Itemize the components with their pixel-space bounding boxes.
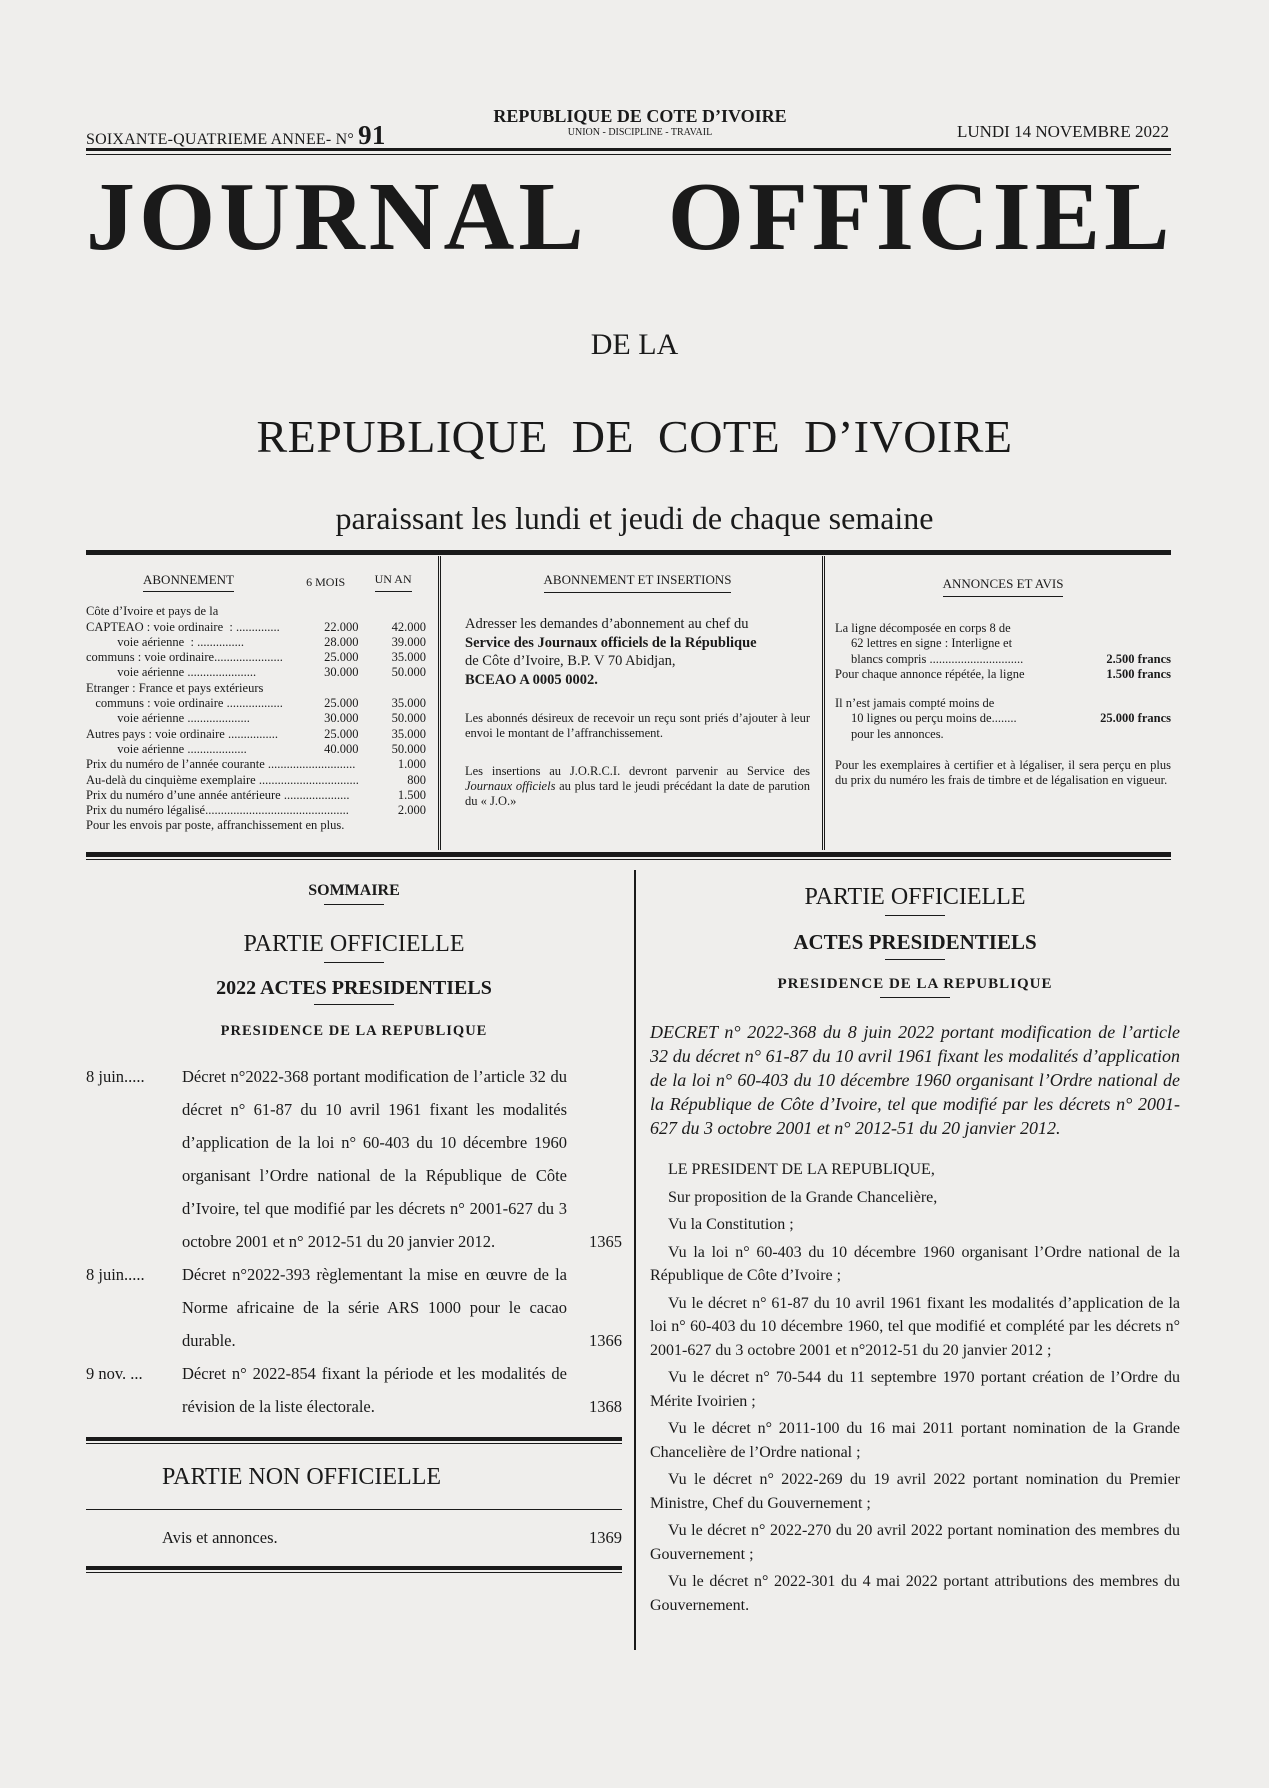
subscription-row-label: voie aérienne ...................... [86, 665, 257, 680]
deadline-text-a: Les insertions au J.O.R.C.I. devront parvenir au Service des [465, 763, 810, 778]
sommaire-presidence: PRESIDENCE DE LA REPUBLIQUE [220, 1023, 488, 1039]
subscription-one-year: 50.000 [391, 711, 426, 726]
insertions-address-b: Service des Journaux officiels de la République [465, 634, 757, 651]
entry-text: Décret n°2022-393 règlementant la mise en œuvre de la Norme africaine de la série ARS 1000 pour le cacao durable. [182, 1265, 567, 1350]
subscription-one-year: 35.000 [391, 650, 426, 665]
body-column [650, 884, 1180, 1621]
body-paragraph: LE PRESIDENT DE LA REPUBLIQUE, [668, 1161, 935, 1178]
sommaire-entry[interactable] [86, 1357, 622, 1423]
subscription-one-year: 35.000 [391, 696, 426, 711]
subscription-one-year: 50.000 [391, 665, 426, 680]
body-paragraph: Sur proposition de la Grande Chancelière, [668, 1188, 938, 1206]
subscription-row [86, 711, 426, 726]
subscription-one-year [359, 604, 427, 619]
column-divider [634, 870, 636, 1650]
body-paragraph: Vu le décret n° 2011-100 du 16 mai 2011 portant nomination de la Grande Chancelière de l’Ordre national ; [650, 1420, 1180, 1461]
subscription-row-label: voie aérienne : ............... [86, 634, 244, 649]
body-paragraph: Vu le décret n° 70-544 du 11 septembre 1970 portant création de l’Ordre du Mérite Ivoirien ; [650, 1369, 1180, 1410]
subscription-six-months: 28.000 [324, 634, 359, 649]
subscription-six-months [291, 681, 359, 696]
subscription-row-label: voie aérienne .................... [86, 711, 250, 726]
annonces-price-1: 2.500 francs [1106, 651, 1171, 666]
insertions-header: ABONNEMENT ET INSERTIONS [544, 572, 732, 593]
insertions-address-c: de Côte d’Ivoire, B.P. V 70 Abidjan, [465, 653, 676, 669]
annonces-line-2: 62 lettres en signe : Interligne et [851, 636, 1013, 651]
annonces-line-3: blancs compris .............................. [851, 651, 1024, 666]
body-paragraph: Vu le décret n° 2022-301 du 4 mai 2022 portant attributions des membres du Gouvernement. [650, 1573, 1180, 1614]
insertions-receipt-note: Les abonnés désireux de recevoir un reçu sont priés d’ajouter à leur envoi le montant de l’affranchissement. [465, 711, 810, 741]
deadline-text-c: au plus tard le jeudi précédant la date de parution du « J.O.» [465, 778, 810, 809]
subscription-row-label: communs : voie ordinaire...................... [86, 650, 283, 665]
subscription-six-months: 25.000 [324, 650, 359, 665]
info-box-top-rule [86, 550, 1171, 555]
subscription-extra-value: 1.500 [397, 787, 426, 802]
subscription-header [86, 572, 426, 592]
subscription-extra-value: 800 [407, 772, 426, 787]
sommaire-rule-2 [86, 1566, 622, 1573]
subscription-extra-value [394, 818, 426, 833]
subscription-six-months: 25.000 [324, 696, 359, 711]
body-paragraph: Vu la loi n° 60-403 du 10 décembre 1960 organisant l’Ordre national de la République de Côte d’Ivoire ; [650, 1243, 1180, 1284]
journal-title: JOURNAL OFFICIEL [86, 163, 1174, 271]
annonces-column [835, 572, 1171, 789]
subscription-extra-label: Prix du numéro légalisé.............................................. [86, 803, 349, 818]
national-motto: UNION - DISCIPLINE - TRAVAIL [567, 127, 713, 138]
subscription-six-months: 30.000 [324, 665, 359, 680]
body-paragraph: Vu le décret n° 2022-270 du 20 avril 2022 portant nomination des membres du Gouvernement ; [650, 1522, 1180, 1563]
annonces-line-4: Pour chaque annonce répétée, la ligne [835, 666, 1025, 681]
country-block [470, 106, 810, 138]
subscription-extra-label: Prix du numéro de l’année courante ............................ [86, 757, 356, 772]
annonces-legal-note: Pour les exemplaires à certifier et à légaliser, il sera perçu en plus du prix du numéro les frais de timbre et de légalisation en vigueur. [835, 758, 1171, 788]
annonces-price-3: 25.000 francs [1100, 711, 1171, 726]
subscription-one-year: 50.000 [391, 741, 426, 756]
body-partie-officielle: PARTIE OFFICIELLE [804, 884, 1026, 910]
subscription-row [86, 696, 426, 711]
subscription-row [86, 620, 426, 635]
issue-line [86, 120, 386, 151]
entry-page: 1365 [589, 1232, 622, 1251]
subscription-row-label: Etranger : France et pays extérieurs [86, 680, 264, 695]
sommaire-partie-officielle: PARTIE OFFICIELLE [243, 931, 465, 957]
subscription-six-months: 25.000 [324, 726, 359, 741]
subscription-extra-label: Pour les envois par poste, affranchissement en plus. [86, 818, 345, 833]
sommaire-avis-row[interactable] [86, 1528, 622, 1548]
body-actes: ACTES PRESIDENTIELS [793, 930, 1037, 954]
entry-page: 1366 [589, 1331, 622, 1350]
sommaire-entry[interactable] [86, 1060, 622, 1258]
title-de-la: DE LA [590, 328, 679, 361]
annonces-line-6: 10 lignes ou perçu moins de........ [851, 711, 1017, 726]
subscription-row [86, 635, 426, 650]
sommaire-non-officielle: PARTIE NON OFFICIELLE [162, 1464, 442, 1490]
subscription-extra-row [86, 757, 426, 772]
subscription-extra-label: Prix du numéro d’une année antérieure ..................... [86, 787, 350, 802]
subscription-table [86, 604, 426, 757]
subscription-row [86, 665, 426, 680]
sommaire-avis-page: 1369 [589, 1528, 622, 1547]
subscription-row [86, 681, 426, 696]
entry-date: 9 nov. ... [86, 1364, 143, 1383]
annonces-header: ANNONCES ET AVIS [943, 576, 1064, 597]
sommaire-column [86, 882, 622, 1573]
body-presidence: PRESIDENCE DE LA REPUBLIQUE [777, 976, 1053, 992]
body-paragraph: Vu la Constitution ; [668, 1216, 794, 1233]
subscription-extra-row [86, 818, 426, 833]
issue-date: LUNDI 14 NOVEMBRE 2022 [956, 122, 1169, 141]
subscription-row [86, 742, 426, 757]
subscription-one-year: 39.000 [391, 634, 426, 649]
subscription-one-year: 35.000 [391, 726, 426, 741]
sommaire-title: SOMMAIRE [308, 882, 400, 899]
entry-date: 8 juin..... [86, 1067, 145, 1086]
insertions-address-d: BCEAO A 0005 0002. [465, 671, 598, 688]
subscription-extra-value: 2.000 [397, 803, 426, 818]
subscription-row-label: CAPTEAO : voie ordinaire : .............. [86, 619, 280, 634]
sommaire-rule-1 [86, 1437, 622, 1444]
sommaire-entries [86, 1060, 622, 1423]
subscription-column [86, 572, 426, 834]
country-name: REPUBLIQUE DE COTE D’IVOIRE [493, 106, 787, 126]
subscription-row-label: Autres pays : voie ordinaire ................ [86, 726, 278, 741]
subscription-row [86, 604, 426, 619]
subscription-six-months: 30.000 [324, 711, 359, 726]
info-divider-2 [822, 556, 825, 850]
subscription-one-year [359, 681, 427, 696]
subscription-extra-row [86, 788, 426, 803]
entry-date: 8 juin..... [86, 1265, 145, 1284]
one-year-header: UN AN [375, 572, 412, 592]
entry-text: Décret n° 2022-854 fixant la période et les modalités de révision de la liste électorale. [182, 1364, 567, 1416]
subscription-row-label: voie aérienne ................... [86, 741, 247, 756]
subscription-row-label: communs : voie ordinaire .................. [86, 696, 283, 711]
subscription-extra-table [86, 757, 426, 833]
subscription-extra-label: Au-delà du cinquième exemplaire ................................ [86, 772, 359, 787]
insertions-address [465, 615, 810, 689]
subscription-row-label: Côte d’Ivoire et pays de la [86, 604, 219, 619]
info-divider-1 [438, 556, 441, 850]
subscription-extra-value: 1.000 [397, 757, 426, 772]
subscription-extra-row [86, 803, 426, 818]
annonces-line-5: Il n’est jamais compté moins de [835, 696, 995, 711]
subscription-six-months: 40.000 [324, 741, 359, 756]
info-box-bottom-rule [86, 852, 1171, 860]
republic-title: REPUBLIQUE DE COTE D’IVOIRE [256, 411, 1013, 462]
body-paragraphs [650, 1158, 1180, 1617]
decret-title: DECRET n° 2022-368 du 8 juin 2022 portant modification de l’article 32 du décret n° 61-87 du 10 avril 1961 fixant les modalités d’application de la loi n° 60-403 du 10 décembre 1960 organisant l’Ordre national de la République de Côte d’Ivoire, tel que modifié par les décrets n° 2001-627 du 3 octobre 2001 et n° 2012-51 du 20 janvier 2012. [650, 1022, 1180, 1138]
sommaire-avis: Avis et annonces. [162, 1528, 278, 1547]
subscription-one-year: 42.000 [391, 619, 426, 634]
subscription-row [86, 650, 426, 665]
six-months-header: 6 MOIS [306, 574, 346, 589]
entry-text: Décret n°2022-368 portant modification de l’article 32 du décret n° 61-87 du 10 avril 1961 fixant les modalités d’application de la loi n° 60-403 du 10 décembre 1960 organisant l’Ordre national de la République de Côte d’Ivoire, tel que modifié par les décrets n° 2001-627 du 3 octobre 2001 et n° 2012-51 du 20 janvier 2012. [182, 1067, 567, 1251]
subscription-header-label: ABONNEMENT [143, 572, 234, 592]
masthead-rule [86, 148, 1171, 155]
entry-page: 1368 [589, 1397, 622, 1416]
sommaire-entry[interactable] [86, 1258, 622, 1357]
body-paragraph: Vu le décret n° 2022-269 du 19 avril 2022 portant nomination du Premier Ministre, Chef du Gouvernement ; [650, 1471, 1180, 1512]
annonces-price-2: 1.500 francs [1106, 666, 1171, 681]
subscription-six-months: 22.000 [324, 619, 359, 634]
sommaire-actes: 2022 ACTES PRESIDENTIELS [216, 977, 492, 999]
insertions-column [465, 572, 810, 823]
issue-number: 91 [358, 120, 386, 150]
insertions-deadline-note [465, 764, 810, 810]
subscription-row [86, 727, 426, 742]
annonces-line-7: pour les annonces. [851, 726, 944, 741]
frequency-line: paraissant les lundi et jeudi de chaque semaine [335, 500, 934, 536]
subscription-six-months [291, 604, 359, 619]
body-paragraph: Vu le décret n° 61-87 du 10 avril 1961 fixant les modalités d’application de la loi n° 60-403 du 10 décembre 1960, tel que modifié et complété par les décrets n° 2001-627 du 3 octobre 2001 et n°2012-51 du 20 janvier 2012 ; [650, 1294, 1180, 1359]
insertions-address-a: Adresser les demandes d’abonnement au chef du [465, 616, 749, 632]
annonces-line-1: La ligne décomposée en corps 8 de [835, 621, 1011, 635]
deadline-text-italic: Journaux officiels [465, 778, 556, 793]
issue-prefix: SOIXANTE-QUATRIEME ANNEE- N° [86, 131, 354, 148]
annonces-rates [835, 621, 1171, 789]
subscription-extra-row [86, 773, 426, 788]
